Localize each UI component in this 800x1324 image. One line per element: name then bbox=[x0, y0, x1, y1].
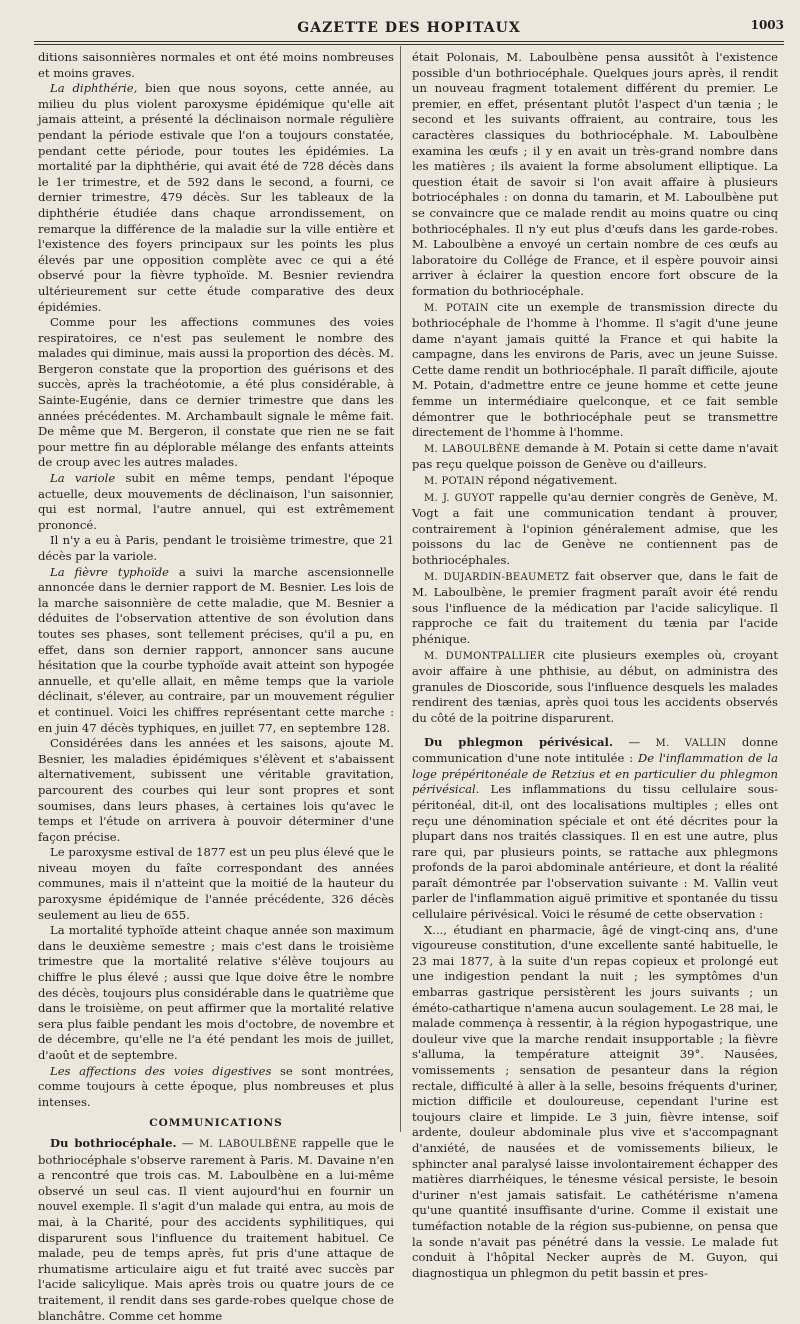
paragraph: La mortalité typhoïde atteint chaque année son maximum dans le deuxième semestre ; mais c'est dans le troisième trimestre que la mortalité relative s'élève toujours au chiffre le plus élevé ; aussi que lque doive être le nombre des décès, toujours plus considérable dans le quatrième que dans le troisième, on peut affirmer que la mortalité relative sera plus faible pendant les mois d'octobre, de novembre et de décembre, qu'elle ne l'a été pendant les mois de juillet, d'août et de septembre. bbox=[38, 923, 394, 1062]
paragraph-potain-reply: M. POTAIN répond négativement. bbox=[424, 473, 618, 488]
paragraph-guyot: M. J. GUYOT rappelle qu'au dernier congrès de Genève, M. Vogt a fait une communication tendant à prouver, contrairement à l'opinion généralement admise, que les poissons du lac de Genève ne contiennent pas de bothriocéphales. bbox=[412, 489, 779, 567]
paragraph: Considérées dans les années et les saisons, ajoute M. Besnier, les maladies épidémiques s'élèvent et s'abaissent alternativement, subissent une véritable gravitation, parcourent des courbes qui leur sont propres et sont soumises, dans leurs phases, à certaines lois qu'avec le temps et l'étude on arrivera à pouvoir déterminer d'une façon précise. bbox=[38, 736, 394, 844]
paragraph-dujardin: M. DUJARDIN-BEAUMETZ fait observer que, dans le fait de M. Laboulbène, le premier fragment paraît avoir été rendu sous l'influence de la médication par l'acide salicylique. Il rapproche ce fait du traitement du tænia par l'acide phénique. bbox=[412, 568, 779, 646]
paragraph: était Polonais, M. Laboulbène pensa aussitôt à l'existence possible d'un bothriocéphale. Quelques jours après, il rendit un nouveau fragment totalement différent du premier. Le premier, en effet, présentant plutôt l'aspect d'un tænia ; le second et les suivants offraient, au contraire, tous les caractères classiques du bothriocéphale. M. Laboulbène examina les œufs ; il y en avait un très-grand nombre dans les matières ; ils avaient la forme absolument elliptique. La question était de savoir si l'on avait affaire à plusieurs botriocéphales : on donna du tamarin, et M. Laboulbène put se convaincre que ce malade rendit au moins quatre ou cinq bothriocéphales. Il n'y eut plus d'œufs dans les garde-robes. M. Laboulbène a envoyé un certain nombre de ces œufs au laboratoire du Collége de France, et il espère pouvoir ainsi arriver à éclairer la question encore fort obscure de la formation du bothriocéphale. bbox=[412, 50, 778, 298]
page-header bbox=[34, 12, 784, 42]
paragraph: Il n'y a eu à Paris, pendant le troisième trimestre, que 21 décès par la variole. bbox=[38, 533, 394, 563]
paragraph-diphtheria: La diphthérie, bien que nous soyons, cette année, au milieu du plus violent paroxysme épidémique qu'elle ait jamais atteint, a présenté la déclinaison normale régulière pendant la période estivale que l'on a toujours constatée, pendant cette période, pour toutes les épidémies. La mortalité par la diphthérie, qui avait été de 728 décès dans le 1er trimestre, et de 592 dans le second, a fourni, ce dernier trimestre, 479 décès. Sur les tableaux de la diphthérie étudiée dans chaque arrondissement, on remarque la différence de la maladie sur la ville entière et l'existence des foyers principaux sur les points les plus élevés par une opposition complète avec ce qui a été observé pour la fièvre typhoïde. M. Besnier reviendra ultérieurement sur cette étude comparative des deux épidémies. bbox=[38, 81, 394, 314]
journal-title: GAZETTE DES HOPITAUX bbox=[297, 20, 521, 36]
section-heading: COMMUNICATIONS bbox=[149, 1117, 283, 1130]
header-rule-double bbox=[34, 44, 784, 45]
spacer bbox=[412, 727, 778, 735]
column-separator bbox=[400, 46, 401, 1132]
paragraph-phlegmon: Du phlegmon périvésical. — M. VALLIN donne communication d'une note intitulée : De l'inflammation de la loge prépéritonéale de Retzius et en particulier du phlegmon périvésical. Les inflammations du tissu cellulaire sous-péritonéal, dit-il, ont des localisations multiples ; elles ont reçu une dénomination spéciale et ont été décrites pour la plupart dans nos traités classiques. Il en est une autre, plus rare qui, par plusieurs points, se rattache aux phlegmons profonds de la paroi abdominale antérieure, et dont la réalité paraît démontrée par l'observation suivante : M. Vallin veut parler de l'inflammation aiguë primitive et spontanée du tissu cellulaire périvésical. Voici le résumé de cette observation : bbox=[412, 734, 779, 922]
paragraph-variole: La variole subit en même temps, pendant l'époque actuelle, deux mouvements de déclinaison, l'un saisonnier, qui est normal, l'autre annuel, qui est extrêmement prononcé. bbox=[38, 471, 395, 532]
paragraph-bothriocephale: Du bothriocéphale. — M. LABOULBÈNE rappelle que le bothriocéphale s'observe rarement à Paris. M. Davaine n'en a rencontré que trois cas. M. Laboulbène en a lui-même observé un seul cas. Il vient aujourd'hui en fournir un nouvel exemple. Il s'agit d'un malade qui entra, au mois de mai, à la Charité, pour des accidents syphilitiques, qui disparurent sous l'influence du traitement habituel. Ce malade, peu de temps après, fut pris d'une attaque de rhumatisme articulaire aigu et fut traité avec succès par l'acide salicylique. Mais après trois ou quatre jours de ce traitement, il rendit dans ses garde-robes quelque chose de blanchâtre. Comme cet homme bbox=[38, 1135, 395, 1323]
paragraph-dumontpallier: M. DUMONTPALLIER cite plusieurs exemples où, croyant avoir affaire à une phthisie, au début, on administra des granules de Dioscoride, sous l'influence desquels les malades rendirent des tænias, après quoi tous les accidents observés du côté de la poitrine disparurent. bbox=[412, 647, 779, 725]
paragraph: ditions saisonnières normales et ont été moins nombreuses et moins graves. bbox=[38, 50, 394, 80]
paragraph-potain: M. POTAIN cite un exemple de transmission directe du bothriocéphale de l'homme à l'homme. Il s'agit d'une jeune dame n'ayant jamais quitté la France et qui habite la campagne, dans les environs de Paris, avec un jeune Suisse. Cette dame rendit un bothriocéphale. Il paraît difficile, ajoute M. Potain, d'admettre entre ce jeune homme et cette jeune femme un intermédiaire quelconque, et ce fait semble démontrer que le bothriocéphale peut se transmettre directement de l'homme à l'homme. bbox=[412, 299, 778, 440]
paragraph-laboulbene: M. LABOULBÈNE demande à M. Potain si cette dame n'avait pas reçu quelque poisson de Genève ou d'ailleurs. bbox=[412, 440, 779, 472]
paragraph-typhoid: La fièvre typhoïde a suivi la marche ascensionnelle annoncée dans le dernier rapport de M. Besnier. Les lois de la marche saisonnière de cette maladie, que M. Besnier a déduites de l'observation attentive de son évolution dans toutes ses phases, sont tellement précises, qu'il a pu, en effet, dans son dernier rapport, annoncer sans aucune hésitation que la courbe typhoïde avait atteint son hypogée annuelle, et qu'elle allait, en même temps que la variole déclinait, s'élever, au contraire, par un mouvement régulier et continuel. Voici les chiffres représentant cette marche : en juin 47 décès typhiques, en juillet 77, en septembre 128. bbox=[38, 564, 394, 735]
paragraph-digestive: Les affections des voies digestives se sont montrées, comme toujours à cette époque, plus nombreuses et plus intenses. bbox=[38, 1063, 394, 1109]
paragraph: Le paroxysme estival de 1877 est un peu plus élevé que le niveau moyen du faîte correspondant des années communes, mais il n'atteint que la moitié de la hauteur du paroxysme épidémique de l'année précédente, 326 décès seulement au lieu de 655. bbox=[38, 845, 394, 922]
right-column bbox=[412, 50, 778, 1281]
paragraph: Comme pour les affections communes des voies respiratoires, ce n'est pas seulement le nombre des malades qui diminue, mais aussi la proportion des décès. M. Bergeron constate que la proportion des guérisons et des succès, après la trachéotomie, a été plus considérable, à Sainte-Eugénie, dans ce dernier trimestre que dans les années précédentes. M. Archambault signale le même fait. De même que M. Bergeron, il constate que rien ne se fait pour mettre fin au déplorable mélange des enfants atteints de croup avec les autres malades. bbox=[38, 315, 394, 470]
left-column bbox=[38, 50, 394, 1324]
paragraph-observation: X..., étudiant en pharmacie, âgé de vingt-cinq ans, d'une vigoureuse constitution, d'une excellente santé habituelle, le 23 mai 1877, à la suite d'un repas copieux et prolongé eut une indigestion pendant la nuit ; les symptômes d'un embarras gastrique persistèrent les jours suivants ; un éméto-cathartique n'amena aucun soulagement. Le 28 mai, le malade commença à ressentir, à la région hypogastrique, une douleur vive que la marche rendait insupportable ; la fièvre s'alluma, la température atteignit 39°. Nausées, vomissements ; sensation de pesanteur dans la région rectale, difficulté à aller à la selle, besoins fréquents d'uriner, miction difficile et douloureuse, cependant l'urine est toujours claire et limpide. Le 3 juin, fièvre intense, soif ardente, douleur abdominale plus vive et s'accompagnant d'anxiété, de nausées et de vomissements bilieux, le sphincter anal paralysé laisse involontairement échapper des matières diarrhéiques, le ténesme vésical persiste, le besoin d'uriner n'est jamais satisfait. Le cathétérisme n'amena qu'une quantité insuffisante d'urine. Comme il existait une tuméfaction notable de la région sus-pubienne, on pensa que la sonde n'avait pas pénétré dans la vessie. Le malade fut conduit à l'hôpital Necker auprès de M. Guyon, qui diagnostiqua un phlegmon du petit bassin et pres- bbox=[412, 922, 778, 1280]
page-number: 1003 bbox=[750, 18, 784, 32]
header-rule bbox=[34, 41, 784, 42]
